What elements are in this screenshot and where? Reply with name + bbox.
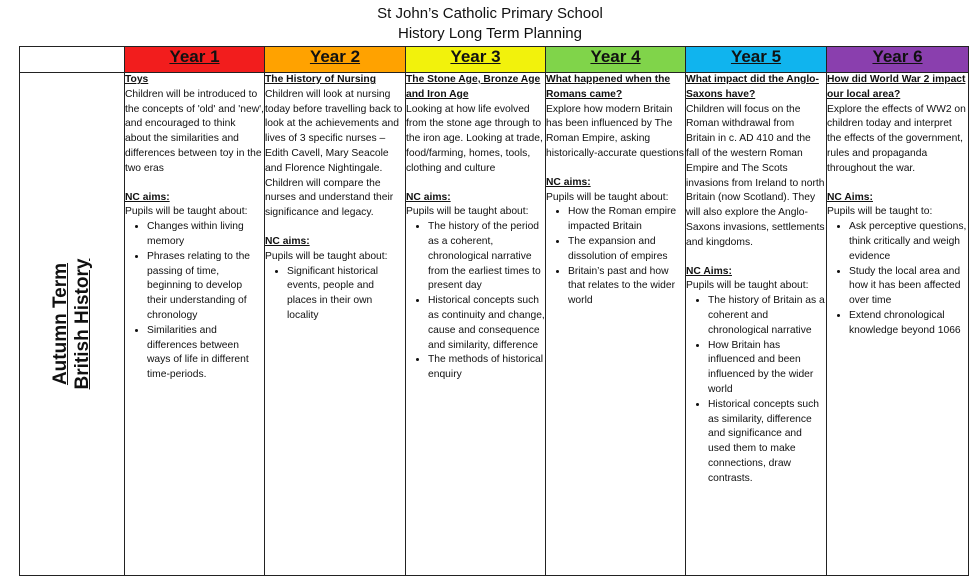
term-theme: British History — [72, 258, 93, 390]
year-3-header: Year 3 — [406, 47, 546, 73]
year-3-aims-intro: Pupils will be taught about: — [406, 206, 529, 218]
year-5-topic: What impact did the Anglo-Saxons have? — [686, 74, 819, 100]
list-item: • The expansion and dissolution of empires — [568, 235, 685, 265]
year-5-aims-title: NC Aims: — [686, 265, 732, 277]
year-2-aims-intro: Pupils will be taught about: — [265, 250, 388, 262]
year-5-cell — [686, 73, 827, 576]
page-subtitle: History Long Term Planning — [398, 25, 582, 42]
planning-table — [19, 46, 969, 576]
year-4-cell — [546, 73, 686, 576]
year-4-aims-intro: Pupils will be taught about: — [546, 191, 669, 203]
list-item: • How Britain has influenced and been influenced by the wider world — [708, 339, 826, 398]
year-6-header: Year 6 — [827, 47, 969, 73]
year-4-aims-list — [546, 205, 685, 309]
year-3-cell — [406, 73, 546, 576]
list-item: • Changes within living memory — [147, 220, 264, 250]
list-item: • How the Roman empire impacted Britain — [568, 205, 685, 235]
list-item: • Ask perceptive questions, think critically and weigh evidence — [849, 220, 968, 264]
year-1-description: Children will be introduced to the concepts of 'old' and 'new', and encouraged to think about the similarities and differences between toy in the two eras — [125, 88, 264, 174]
list-item: • Phrases relating to the passing of time, beginning to develop their understanding of chronology — [147, 250, 264, 324]
list-item: • Britain’s past and how that relates to the wider world — [568, 265, 685, 309]
year-5-aims-intro: Pupils will be taught about: — [686, 280, 809, 292]
year-6-aims-intro: Pupils will be taught to: — [827, 206, 933, 218]
list-item: • Significant historical events, people and places in their own locality — [287, 265, 405, 324]
year-6-aims-title: NC Aims: — [827, 191, 873, 203]
year-1-aims-intro: Pupils will be taught about: — [125, 206, 248, 218]
year-4-header: Year 4 — [546, 47, 686, 73]
year-3-topic: The Stone Age, Bronze Age and Iron Age — [406, 74, 541, 100]
year-2-topic: The History of Nursing — [265, 74, 376, 85]
year-5-header: Year 5 — [686, 47, 827, 73]
list-item: • Historical concepts such as similarity, difference and significance and used them to make connections, draw contrasts. — [708, 398, 826, 487]
year-1-topic: Toys — [125, 74, 149, 85]
year-3-aims-list — [406, 220, 545, 383]
corner-cell — [20, 47, 125, 73]
year-2-description: Children will look at nursing today before travelling back to look at the achievements and lives of 3 specific nurses – Edith Cavell, Mary Seacole and Florence Nightingale. Children will compare the nurses and understand their significance and legacy. — [265, 88, 403, 219]
year-6-cell — [827, 73, 969, 576]
year-4-topic: What happened when the Romans came? — [546, 74, 671, 100]
year-2-aims-list — [265, 265, 405, 324]
year-1-aims-title: NC aims: — [125, 191, 170, 203]
year-3-description: Looking at how life evolved from the stone age through to the iron age. Looking at trade, food/farming, homes, tools, clothing and culture — [406, 103, 543, 174]
term-name: Autumn Term — [50, 262, 71, 386]
autumn-term-row — [20, 73, 969, 576]
year-3-aims-title: NC aims: — [406, 191, 451, 203]
year-6-aims-list — [827, 220, 968, 338]
year-2-aims-title: NC aims: — [265, 235, 310, 247]
year-1-cell — [125, 73, 265, 576]
list-item: • Study the local area and how it has been affected over time — [849, 265, 968, 309]
list-item: • Similarities and differences between ways of life in different time-periods. — [147, 324, 264, 383]
term-row-header — [20, 73, 125, 576]
list-item: • The history of the period as a coherent, chronological narrative from the earliest times to present day — [428, 220, 545, 294]
list-item: • The methods of historical enquiry — [428, 353, 545, 383]
year-5-description: Children will focus on the Roman withdrawal from Britain in c. AD 410 and the fall of the western Roman Empire and The Scots invasions from Ireland to north Britain (now Scotland). They will also explore the Anglo-Saxons invasions, settlements and kingdoms. — [686, 103, 825, 248]
year-5-aims-list — [686, 294, 826, 486]
year-1-header: Year 1 — [125, 47, 265, 73]
year-4-aims-title: NC aims: — [546, 176, 591, 188]
school-name: St John’s Catholic Primary School — [377, 5, 603, 22]
year-6-description: Explore the effects of WW2 on children today and interpret the effects of the government, rules and propaganda throughout the war. — [827, 103, 966, 174]
year-1-aims-list — [125, 220, 264, 383]
year-4-description: Explore how modern Britain has been influenced by The Roman Empire, asking historically-accurate questions — [546, 103, 684, 159]
list-item: • The history of Britain as a coherent and chronological narrative — [708, 294, 826, 338]
year-2-cell — [265, 73, 406, 576]
list-item: • Historical concepts such as continuity and change, cause and consequence and similarity, difference — [428, 294, 545, 353]
list-item: • Extend chronological knowledge beyond 1066 — [849, 309, 968, 339]
year-6-topic: How did World War 2 impact our local area? — [827, 74, 966, 100]
year-header-row — [20, 47, 969, 73]
year-2-header: Year 2 — [265, 47, 406, 73]
